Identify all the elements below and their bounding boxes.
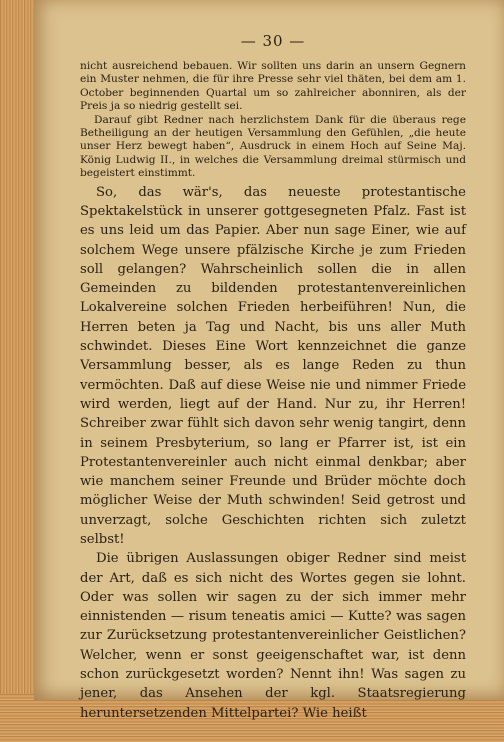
page-text — [80, 32, 466, 723]
book-page-edges — [0, 0, 34, 742]
page-number: — 30 — — [240, 32, 306, 50]
paragraph: nicht ausreichend bebauen. Wir sollten uns darin an unsern Gegnern ein Muster nehmen, die für ihre Presse sehr viel thäten, bei dem am 1. October beginnenden Quartal um so zahlreicher abonniren, als der Preis ja so niedrig gestellt sei. — [80, 60, 466, 113]
paragraph: So, das wär's, das neueste protestantische Spektakelstück in unserer gottgesegneten Pfalz. Fast ist es uns leid um das Papier. Aber nun sage Einer, wie auf solchem Wege unsere pfälzische Kirche je zum Frieden soll gelangen? Wahrscheinlich sollen die in allen Gemeinden zu bildenden protestantenvereinlichen Lokalvereine solchen Frieden herbeiführen! Nun, die Herren beten ja Tag und Nacht, bis uns aller Muth schwindet. Dieses Eine Wort kennzeichnet die ganze Versammlung besser, als es lange Reden zu thun vermöchten. Daß auf diese Weise nie und nimmer Friede wird werden, liegt auf der Hand. Nur zu, ihr Herren! Schreiber zwar fühlt sich davon sehr wenig tangirt, denn in seinem Presbyterium, so lang er Pfarrer ist, ist ein Protestantenvereinler auch nicht einmal denkbar; aber wie manchem seiner Freunde und Brüder möchte doch möglicher Weise der Muth schwinden! Seid getrost und unverzagt, solche Geschichten richten sich zuletzt selbst! — [80, 184, 466, 547]
paragraph: Darauf gibt Redner nach herzlichstem Dank für die überaus rege Betheiligung an der heutigen Versammlung den Gefühlen, „die heute unser Herz bewegt haben“, Ausdruck in einem Hoch auf Seine Maj. König Ludwig II., in welches die Versammlung dreimal stürmisch und begeistert einstimmt. — [80, 113, 466, 180]
small-print-section — [80, 60, 466, 181]
large-print-section — [80, 183, 466, 723]
paragraph: Die übrigen Auslassungen obiger Redner sind meist der Art, daß es sich nicht des Wortes gegen sie lohnt. Oder was sollen wir sagen zu der sich immer mehr einnistenden — risum teneatis amici — Kutte? was sagen zur Zurücksetzung protestantenvereinlicher Geistlichen? Welcher, wenn er sonst geeigenschaftet war, ist denn schon zurückgesetzt worden? Nennt ihn! Was sagen zu jener, das Ansehen der kgl. Staatsregierung heruntersetzenden Mittelpartei? Wie heißt — [80, 551, 466, 721]
